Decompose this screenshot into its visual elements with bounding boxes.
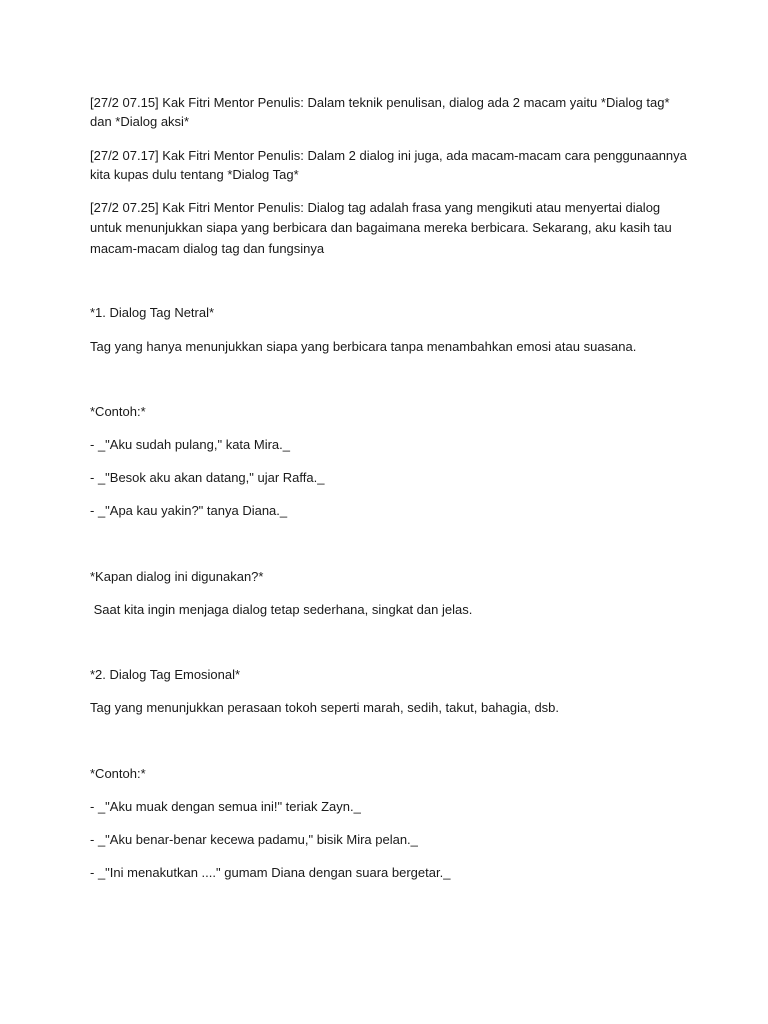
chat-line-2a: [27/2 07.17] Kak Fitri Mentor Penulis: Dalam 2 dialog ini juga, ada macam-macam cara penggunaannya [90,148,687,163]
example-item: - _"Aku sudah pulang," kata Mira._ [90,437,291,452]
example-item: - _"Aku muak dengan semua ini!" teriak Zayn._ [90,799,361,814]
section-heading-2: *2. Dialog Tag Emosional* [90,667,241,682]
chat-line-3c: macam-macam dialog tag dan fungsinya [90,241,325,256]
example-item: - _"Aku benar-benar kecewa padamu," bisik Mira pelan._ [90,832,418,847]
chat-line-1a: [27/2 07.15] Kak Fitri Mentor Penulis: Dalam teknik penulisan, dialog ada 2 macam yaitu *Dialog tag* [90,95,670,110]
chat-line-2b: kita kupas dulu tentang *Dialog Tag* [90,167,299,182]
section-description-2: Tag yang menunjukkan perasaan tokoh seperti marah, sedih, takut, bahagia, dsb. [90,700,560,715]
chat-line-1b: dan *Dialog aksi* [90,114,190,129]
example-heading-1: *Contoh:* [90,404,146,419]
chat-line-3a: [27/2 07.25] Kak Fitri Mentor Penulis: Dialog tag adalah frasa yang mengikuti atau menyertai dialog [90,200,661,215]
example-item: - _"Apa kau yakin?" tanya Diana._ [90,503,288,518]
example-heading-2: *Contoh:* [90,766,146,781]
chat-line-3b: untuk menunjukkan siapa yang berbicara dan bagaimana mereka berbicara. Sekarang, aku kasih tau [90,220,672,235]
section-heading-1: *1. Dialog Tag Netral* [90,305,215,320]
section-description-1: Tag yang hanya menunjukkan siapa yang berbicara tanpa menambahkan emosi atau suasana. [90,339,637,354]
usage-heading: *Kapan dialog ini digunakan?* [90,569,264,584]
example-item: - _"Besok aku akan datang," ujar Raffa._ [90,470,325,485]
example-item: - _"Ini menakutkan ...." gumam Diana dengan suara bergetar._ [90,865,451,880]
usage-description: Saat kita ingin menjaga dialog tetap sederhana, singkat dan jelas. [90,602,473,617]
